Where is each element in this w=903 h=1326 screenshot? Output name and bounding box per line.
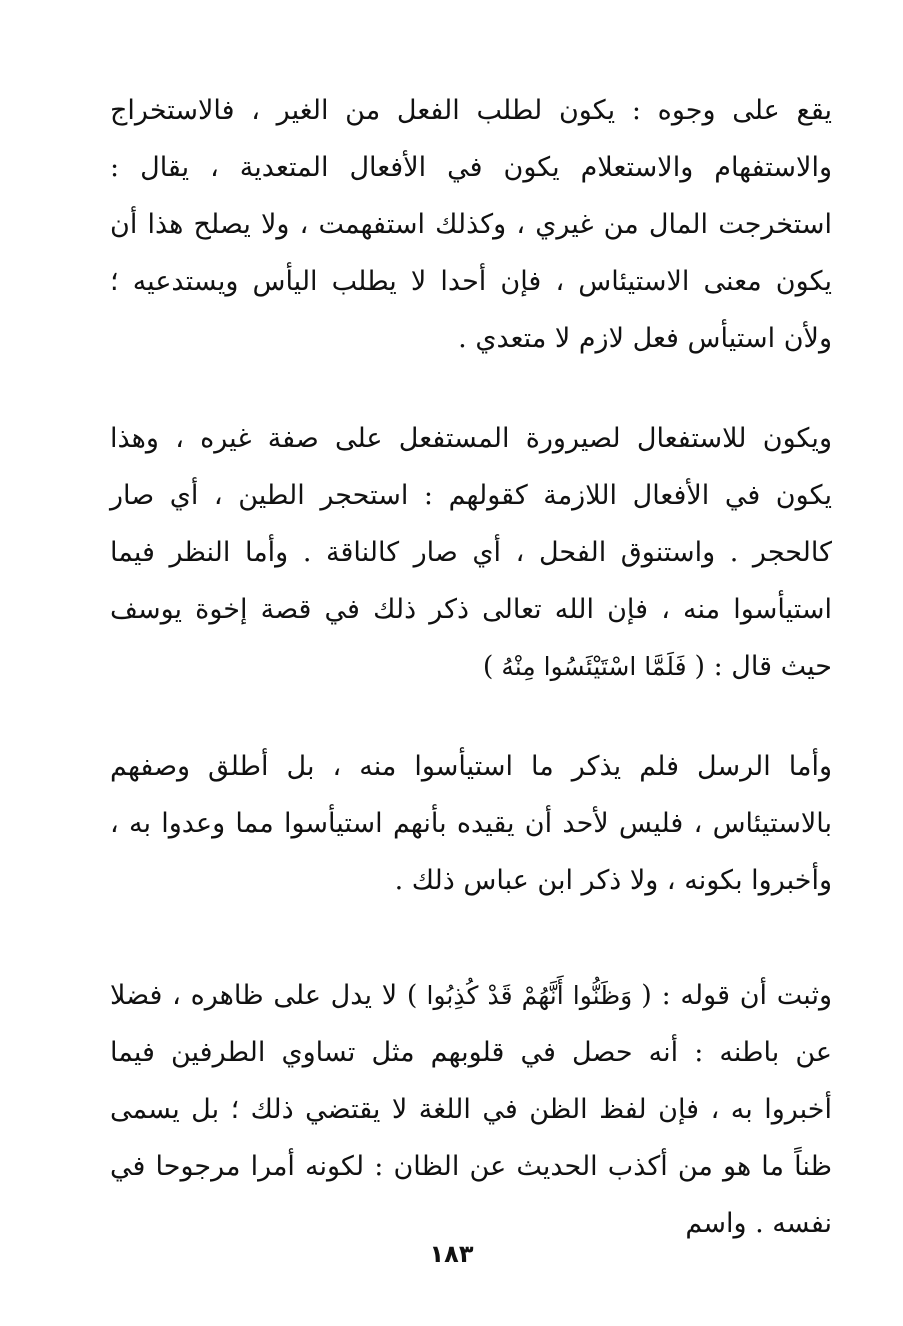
paragraph-3-text: وأما الرسل فلم يذكر ما استيأسوا منه ، بل أطلق وصفهم بالاستيئاس ، فليس لأحد أن يقيده بأنهم استيأسوا مما وعدوا به ، وأخبروا بكونه ، ولا ذكر ابن عباس ذلك .	[110, 751, 832, 896]
paragraph-4-text: ) لا يدل على ظاهره ، فضلا عن باطنه : أنه حصل في قلوبهم مثل تساوي الطرفين فيما أخبروا به ، فإن لفظ الظن في اللغة لا يقتضي ذلك ؛ بل يسمى ظناً ما هو من أكذب الحديث عن الظان : لكونه أمرا مرجوحا في نفسه . واسم	[110, 980, 832, 1239]
paragraph-2-closing: )	[482, 651, 494, 682]
paragraph-2-text: ويكون للاستفعال لصيرورة المستفعل على صفة غيره ، وهذا يكون في الأفعال اللازمة كقولهم : استحجر الطين ، أي صار كالحجر . واستنوق الفحل ، أي صار كالناقة . وأما النظر فيما استيأسوا منه ، فإن الله تعالى ذكر ذلك في قصة إخوة يوسف حيث قال : (	[110, 423, 832, 682]
paragraph-3	[110, 738, 832, 909]
paragraph-1-text: يقع على وجوه : يكون لطلب الفعل من الغير ، فالاستخراج والاستفهام والاستعلام يكون في الأفعال المتعدية ، يقال : استخرجت المال من غيري ، وكذلك استفهمت ، ولا يصلح هذا أن يكون معنى الاستيئاس ، فإن أحدا لا يطلب اليأس ويستدعيه ؛ ولأن استيأس فعل لازم لا متعدي .	[110, 95, 832, 354]
paragraph-1	[110, 82, 832, 367]
paragraph-2	[110, 410, 832, 695]
quran-quote-1: فَلَمَّا اسْتَيْئَسُوا مِنْهُ	[493, 652, 695, 681]
paragraph-4-opening: وثبت أن قوله : (	[641, 980, 832, 1011]
page-number: ١٨٣	[429, 1240, 474, 1268]
paragraph-4	[110, 967, 832, 1252]
quran-quote-2: وَظَنُّوا أَنَّهُمْ قَدْ كُذِبُوا	[417, 981, 642, 1010]
